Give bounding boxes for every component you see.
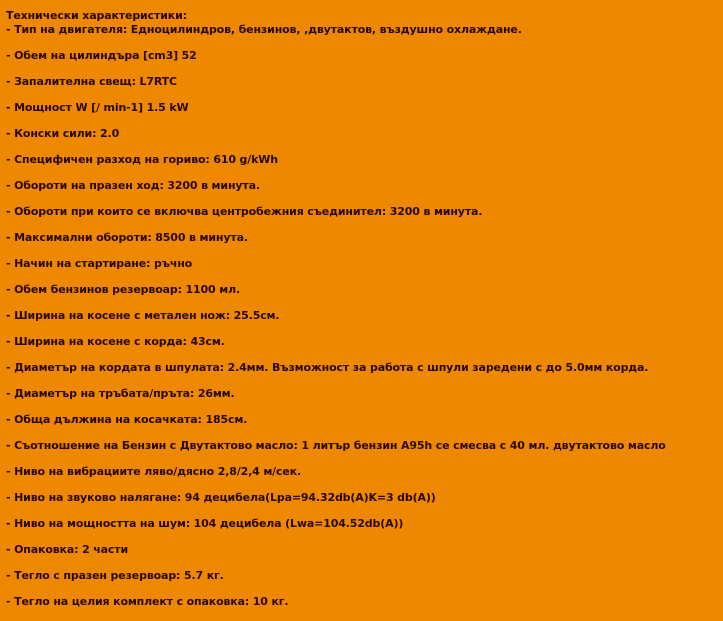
spec-item-max-speed: - Максимални обороти: 8500 в минута. (6, 231, 248, 244)
spec-item-fuel-consumption: - Специфичен разход на гориво: 610 g/kWh (6, 153, 278, 166)
spec-item-clutch-engagement: - Обороти при които се включва центробежния съединител: 3200 в минута. (6, 205, 483, 218)
spec-item-sound-pressure: - Ниво на звуково налягане: 94 децибела(Lpa=94.32db(A)K=3 db(A)) (6, 491, 436, 504)
spec-item-weight-packaged: - Тегло на целия комплект с опаковка: 10 кг. (6, 595, 289, 608)
spec-title: Технически характеристики: (6, 9, 187, 22)
spec-list (6, 23, 718, 621)
spec-item-fuel-mix-ratio: - Съотношение на Бензин с Двутактово масло: 1 литър бензин A95h се смесва с 40 мл. двутактово масло (6, 439, 666, 452)
spec-item-cylinder-volume: - Обем на цилиндъра [cm3] 52 (6, 49, 197, 62)
spec-item-start-method: - Начин на стартиране: ръчно (6, 257, 193, 270)
spec-item-horsepower: - Конски сили: 2.0 (6, 127, 120, 140)
spec-item-weight-empty: - Тегло с празен резервоар: 5.7 кг. (6, 569, 224, 582)
spec-item-cutting-width-blade: - Ширина на косене с метален нож: 25.5см. (6, 309, 280, 322)
spec-item-power: - Мощност W [/ min-1] 1.5 kW (6, 101, 189, 114)
spec-item-total-length: - Обща дължина на косачката: 185см. (6, 413, 248, 426)
spec-item-tank-volume: - Обем бензинов резервоар: 1100 мл. (6, 283, 241, 296)
spec-item-vibration: - Ниво на вибрациите ляво/дясно 2,8/2,4 м/сек. (6, 465, 302, 478)
technical-specifications (6, 9, 718, 621)
spec-item-sound-power: - Ниво на мощността на шум: 104 децибела (Lwa=104.52db(A)) (6, 517, 404, 530)
spec-item-engine-type: - Тип на двигателя: Едноцилиндров, бензинов, ,двутактов, въздушно охлаждане. (6, 23, 522, 36)
spec-item-shaft-diameter: - Диаметър на тръбата/пръта: 26мм. (6, 387, 235, 400)
spec-item-idle-speed: - Обороти на празен ход: 3200 в минута. (6, 179, 260, 192)
spec-item-cutting-width-line: - Ширина на косене с корда: 43см. (6, 335, 225, 348)
spec-item-packaging: - Опаковка: 2 части (6, 543, 129, 556)
spec-item-spark-plug: - Запалителна свещ: L7RTC (6, 75, 177, 88)
spec-item-line-diameter: - Диаметър на кордата в шпулата: 2.4мм. Възможност за работа с шпули заредени с до 5.0мм корда. (6, 361, 649, 374)
